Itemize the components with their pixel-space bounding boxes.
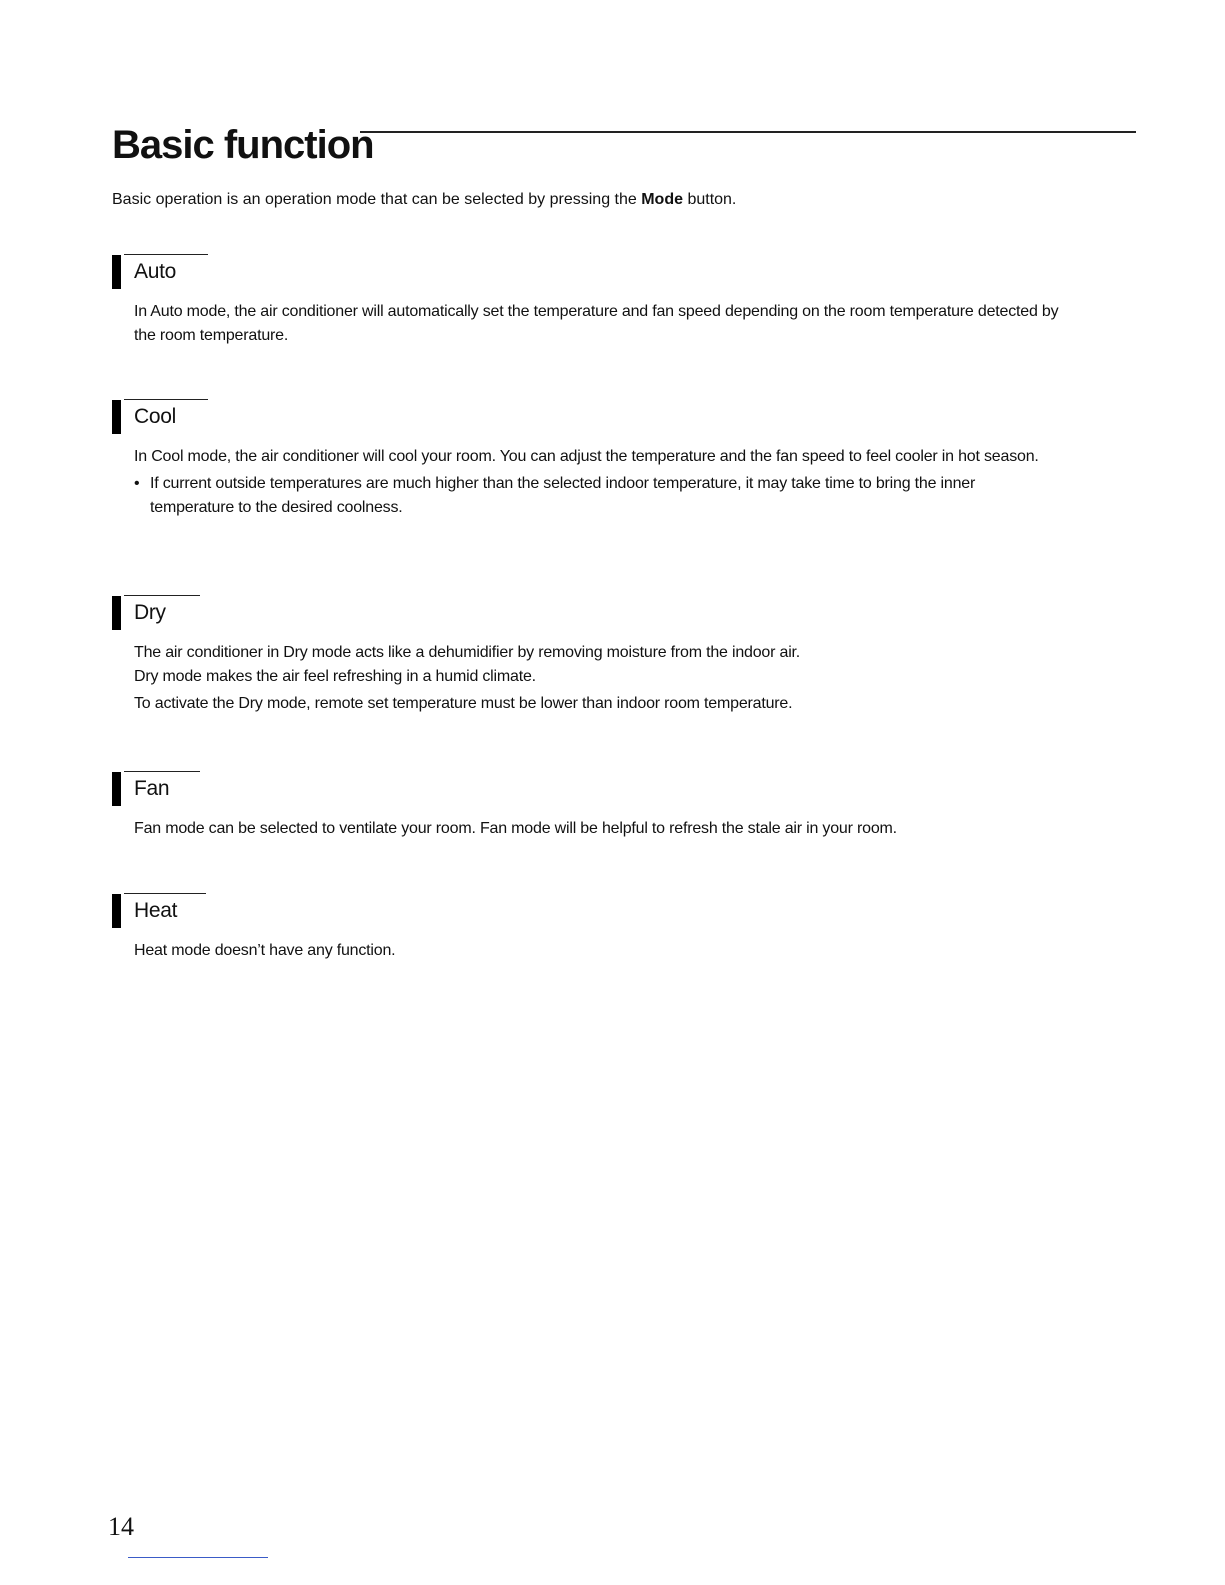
section-rule <box>124 893 206 894</box>
section-title-dry: Dry <box>134 601 166 624</box>
paragraph: The air conditioner in Dry mode acts like a dehumidifier by removing moisture from the indoor air. <box>134 644 801 661</box>
page-header <box>112 118 1136 172</box>
section-body-auto <box>134 300 1059 348</box>
section-body-dry <box>134 641 1064 716</box>
section-marker-bar <box>112 596 121 630</box>
intro-text <box>112 188 736 212</box>
section-fan <box>112 771 1072 841</box>
bullet-text: If current outside temperatures are much higher than the selected indoor temperature, it may take time to bring the inner temperature to the desired coolness. <box>150 475 976 516</box>
section-title-heat: Heat <box>134 899 178 922</box>
bullet-list <box>134 472 1059 520</box>
intro-text-after: button. <box>683 191 737 208</box>
section-rule <box>124 254 208 255</box>
section-heading <box>112 771 1072 807</box>
paragraph: In Auto mode, the air conditioner will automatically set the temperature and fan speed depending on the room temperature detected by the room temperature. <box>134 303 1059 344</box>
section-marker-bar <box>112 772 121 806</box>
section-title-cool: Cool <box>134 405 176 428</box>
section-body-heat <box>134 939 1064 963</box>
page-title: Basic function <box>112 123 374 167</box>
intro-text-before: Basic operation is an operation mode that can be selected by pressing the <box>112 191 642 208</box>
paragraph: In Cool mode, the air conditioner will cool your room. You can adjust the temperature and the fan speed to feel cooler in hot season. <box>134 448 1039 465</box>
section-auto <box>112 254 1072 348</box>
section-rule <box>124 399 208 400</box>
section-heading <box>112 399 1072 435</box>
paragraph: Dry mode makes the air feel refreshing in a humid climate. <box>134 668 536 685</box>
paragraph: Heat mode doesn’t have any function. <box>134 942 396 959</box>
section-body-cool <box>134 445 1059 520</box>
section-marker-bar <box>112 400 121 434</box>
section-heat <box>112 893 1072 963</box>
paragraph: To activate the Dry mode, remote set temperature must be lower than indoor room temperature. <box>134 695 793 712</box>
bullet-icon: • <box>134 475 140 492</box>
section-heading <box>112 254 1072 290</box>
footer-link-underline <box>128 1557 268 1558</box>
section-rule <box>124 771 200 772</box>
title-rule <box>360 131 1136 133</box>
section-marker-bar <box>112 255 121 289</box>
section-marker-bar <box>112 894 121 928</box>
section-title-auto: Auto <box>134 260 176 283</box>
paragraph: Fan mode can be selected to ventilate your room. Fan mode will be helpful to refresh the stale air in your room. <box>134 820 897 837</box>
list-item <box>134 472 1059 520</box>
section-heading <box>112 595 1072 631</box>
section-body-fan <box>134 817 1064 841</box>
section-title-fan: Fan <box>134 777 170 800</box>
section-cool <box>112 399 1072 520</box>
mode-button-label: Mode <box>641 191 683 208</box>
section-heading <box>112 893 1072 929</box>
page-number: 14 <box>108 1512 134 1541</box>
section-dry <box>112 595 1072 716</box>
section-rule <box>124 595 200 596</box>
